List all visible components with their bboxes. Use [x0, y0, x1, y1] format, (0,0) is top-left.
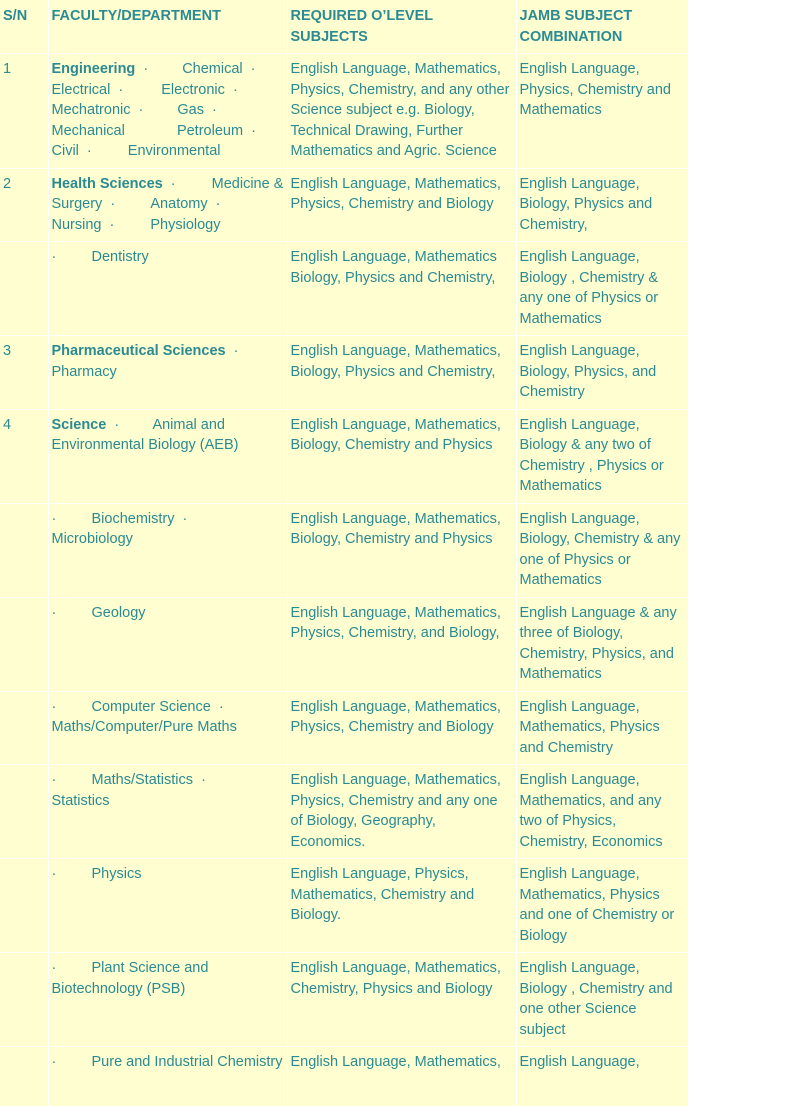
bullet-separator: · — [114, 416, 120, 433]
table-row — [0, 1047, 688, 1107]
bullet-separator — [133, 123, 137, 139]
sn-cell — [0, 765, 48, 859]
department-name: Environmental — [127, 143, 221, 159]
jamb-cell: English Language, Biology , Chemistry and one other Science subject — [516, 953, 688, 1047]
bullet-separator: · — [118, 81, 124, 98]
table-row — [0, 953, 688, 1047]
bullet-separator: · — [51, 249, 57, 265]
department-name: Medicine & Surgery — [51, 175, 284, 212]
olevel-cell: English Language, Mathematics Biology, Physics and Chemistry, — [287, 242, 516, 336]
faculty-cell — [48, 1047, 287, 1107]
jamb-cell: English Language, Physics, Chemistry and Mathematics — [516, 54, 688, 169]
faculty-name: Pharmaceutical Sciences — [51, 343, 226, 359]
department-name: Civil — [51, 143, 79, 159]
department-name: Nursing — [51, 216, 102, 233]
bullet-separator: · — [51, 1054, 57, 1070]
jamb-cell: English Language & any three of Biology, Chemistry, Physics, and Mathematics — [516, 597, 688, 691]
table-row — [0, 168, 688, 242]
table-row — [0, 691, 688, 765]
header-sn: S/N — [0, 0, 48, 54]
department-name: Maths/Statistics — [91, 772, 194, 788]
table-row — [0, 503, 688, 597]
sn-cell — [0, 597, 48, 691]
faculty-cell — [48, 336, 287, 410]
bullet-separator: · — [170, 175, 176, 192]
faculty-cell — [48, 597, 287, 691]
olevel-cell: English Language, Mathematics, Physics, Chemistry and Biology — [287, 168, 516, 242]
jamb-cell: English Language, Mathematics, Physics and one of Chemistry or Biology — [516, 859, 688, 953]
sn-cell — [0, 691, 48, 765]
sn-cell: 4 — [0, 409, 48, 503]
faculty-cell — [48, 54, 287, 169]
table-header — [0, 0, 688, 54]
faculty-cell — [48, 691, 287, 765]
department-name: Maths/Computer/Pure Maths — [51, 719, 237, 735]
jamb-cell: English Language, Biology, Physics and Chemistry, — [516, 168, 688, 242]
olevel-cell: English Language, Mathematics, Physics, Chemistry, and any other Science subject e.g. Biology, Technical Drawing, Further Mathematics and Agric. Science — [287, 54, 516, 169]
bullet-separator: · — [218, 698, 224, 715]
bullet-separator: · — [86, 143, 92, 159]
department-name: Plant Science and Biotechnology (PSB) — [51, 960, 209, 997]
olevel-cell: English Language, Mathematics, Biology, Chemistry and Physics — [287, 409, 516, 503]
olevel-cell: English Language, Mathematics, Physics, Chemistry and any one of Biology, Geography, Economics. — [287, 765, 516, 859]
jamb-cell: English Language, Biology , Chemistry & any one of Physics or Mathematics — [516, 242, 688, 336]
olevel-cell: English Language, Mathematics, Physics, Chemistry and Biology — [287, 691, 516, 765]
bullet-separator: · — [138, 102, 144, 118]
bullet-separator: · — [212, 102, 217, 118]
bullet-separator: · — [51, 772, 57, 788]
olevel-cell: English Language, Mathematics, Physics, Chemistry, and Biology, — [287, 597, 516, 691]
department-name: Anatomy — [150, 196, 208, 212]
jamb-cell: English Language, Biology & any two of Chemistry , Physics or Mathematics — [516, 409, 688, 503]
department-name: Animal and Environmental Biology (AEB) — [51, 416, 239, 453]
sn-cell — [0, 859, 48, 953]
table-row — [0, 54, 688, 169]
bullet-separator: · — [251, 122, 256, 139]
sn-cell: 1 — [0, 54, 48, 169]
department-name: Mechanical — [51, 122, 125, 139]
faculty-name: Engineering — [51, 61, 136, 77]
department-name: Gas — [177, 102, 204, 118]
header-faculty: FACULTY/DEPARTMENT — [48, 0, 287, 54]
table-row — [0, 409, 688, 503]
department-name: Electronic — [161, 81, 225, 98]
department-name: Statistics — [51, 792, 110, 809]
jamb-cell: English Language, — [516, 1047, 688, 1107]
header-jamb: JAMB SUBJECT COMBINATION — [516, 0, 688, 54]
department-name: Chemical — [182, 61, 243, 77]
table-body — [0, 54, 688, 1107]
sn-cell — [0, 953, 48, 1047]
bullet-separator: · — [51, 960, 57, 976]
olevel-cell: English Language, Physics, Mathematics, Chemistry and Biology. — [287, 859, 516, 953]
olevel-cell: English Language, Mathematics, — [287, 1047, 516, 1107]
faculty-cell — [48, 503, 287, 597]
table-row — [0, 765, 688, 859]
bullet-separator: · — [51, 698, 57, 715]
bullet-separator: · — [250, 61, 256, 77]
sn-cell: 3 — [0, 336, 48, 410]
olevel-cell: English Language, Mathematics, Biology, Chemistry and Physics — [287, 503, 516, 597]
bullet-separator: · — [232, 81, 238, 98]
faculty-name: Science — [51, 416, 107, 433]
jamb-cell: English Language, Mathematics, and any two of Physics, Chemistry, Economics — [516, 765, 688, 859]
table-row — [0, 242, 688, 336]
department-name: Computer Science — [91, 698, 211, 715]
faculty-cell — [48, 953, 287, 1047]
bullet-separator: · — [51, 866, 57, 882]
department-name: Petroleum — [176, 122, 244, 139]
department-name: Pharmacy — [51, 363, 117, 380]
bullet-separator: · — [51, 604, 57, 621]
bullet-separator: · — [215, 196, 221, 212]
table-row — [0, 597, 688, 691]
sn-cell — [0, 1047, 48, 1107]
sn-cell — [0, 503, 48, 597]
header-olevel: REQUIRED O’LEVEL SUBJECTS — [287, 0, 516, 54]
sn-cell — [0, 242, 48, 336]
bullet-separator: · — [51, 510, 57, 527]
olevel-cell: English Language, Mathematics, Biology, Physics and Chemistry, — [287, 336, 516, 410]
faculty-cell — [48, 242, 287, 336]
department-name: Microbiology — [51, 531, 133, 547]
bullet-separator: · — [233, 343, 239, 359]
department-name: Electrical — [51, 81, 111, 98]
faculty-cell — [48, 765, 287, 859]
department-name: Geology — [91, 604, 146, 621]
department-name: Physics — [91, 866, 142, 882]
faculty-cell — [48, 409, 287, 503]
department-name: Dentistry — [91, 249, 149, 265]
department-name: Biochemistry — [91, 510, 175, 527]
jamb-cell: English Language, Biology, Physics, and Chemistry — [516, 336, 688, 410]
bullet-separator: · — [201, 772, 206, 788]
department-name: Pure and Industrial Chemistry — [91, 1054, 283, 1070]
faculty-name: Health Sciences — [51, 175, 163, 192]
sn-cell: 2 — [0, 168, 48, 242]
header-row — [0, 0, 688, 54]
bullet-separator: · — [109, 216, 115, 233]
department-name: Mechatronic — [51, 102, 131, 118]
bullet-separator: · — [110, 196, 116, 212]
faculty-cell — [48, 168, 287, 242]
jamb-cell: English Language, Mathematics, Physics and Chemistry — [516, 691, 688, 765]
olevel-cell: English Language, Mathematics, Chemistry, Physics and Biology — [287, 953, 516, 1047]
table-row — [0, 336, 688, 410]
department-name: Physiology — [150, 216, 221, 233]
bullet-separator: · — [182, 510, 188, 527]
table-row — [0, 859, 688, 953]
jamb-cell: English Language, Biology, Chemistry & any one of Physics or Mathematics — [516, 503, 688, 597]
faculty-cell — [48, 859, 287, 953]
bullet-separator: · — [143, 61, 149, 77]
